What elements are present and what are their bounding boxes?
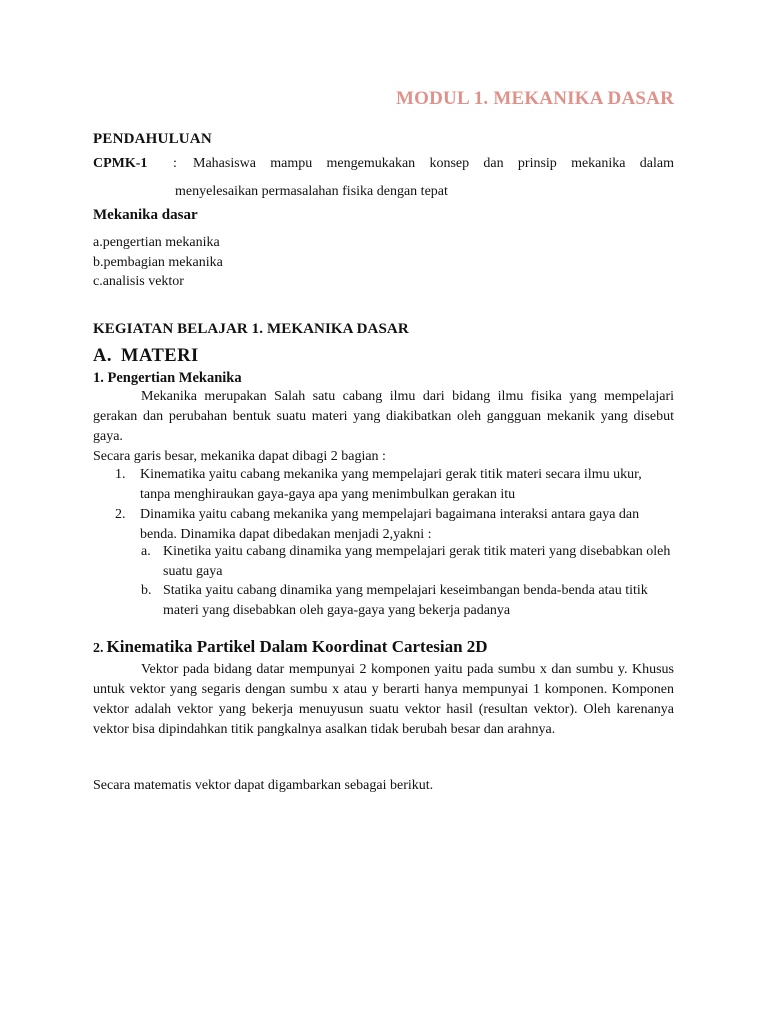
sub-list-item-text: Statika yaitu cabang dinamika yang mempelajari keseimbangan benda-benda atau titik materi yang disebabkan oleh gaya-gaya yang bekerja padanya <box>163 583 648 618</box>
cpmk-colon: : <box>173 156 177 171</box>
ordered-list-item-2 <box>93 505 674 545</box>
list-item-text: Kinematika yaitu cabang mekanika yang mempelajari gerak titik materi secara ilmu ukur, tanpa menghiraukan gaya-gaya apa yang menimbulkan gerakan itu <box>140 467 642 502</box>
sub-list-letter: a. <box>141 544 151 559</box>
sub-list-item-text: Kinetika yaitu cabang dinamika yang mempelajari gerak titik materi yang disebabkan oleh suatu gaya <box>163 544 671 579</box>
paragraph-mekanika-text: Mekanika merupakan Salah satu cabang ilmu dari bidang ilmu fisika yang mempelajari gerakan dan perubahan bentuk suatu materi yang diakibatkan oleh gangguan mekanik yang disebut gaya. <box>93 389 674 444</box>
cpmk-text-line1: Mahasiswa mampu mengemukakan konsep dan prinsip mekanika dalam <box>193 156 674 171</box>
paragraph-mekanika <box>93 387 674 447</box>
subsection-1-heading: 1. Pengertian Mekanika <box>93 370 242 386</box>
subsection-2-heading <box>93 637 488 657</box>
list-item: a.pengertian mekanika <box>93 235 220 250</box>
subsection-2-number: 2. <box>93 641 104 656</box>
list-item: b.pembagian mekanika <box>93 254 223 270</box>
cpmk-text-line2: menyelesaikan permasalahan fisika dengan tepat <box>175 184 448 199</box>
cpmk-label: CPMK-1 <box>93 156 148 171</box>
paragraph-vektor <box>93 660 674 740</box>
mekanika-topic-list <box>93 233 223 292</box>
sub-list-letter: b. <box>141 583 152 598</box>
sub-list-item-a <box>93 542 674 582</box>
list-item-text: Dinamika yaitu cabang mekanika yang mempelajari bagaimana interaksi antara gaya dan benda. Dinamika dapat dibedakan menjadi 2,yakni : <box>140 507 640 542</box>
paragraph-vektor-text: Vektor pada bidang datar mempunyai 2 komponen yaitu pada sumbu x dan sumbu y. Khusus untuk vektor yang segaris dengan sumbu x atau y berarti hanya mempunyai 1 komponen. Komponen vektor adalah vektor yang bekerja menuyusun suatu vektor hasil (resultan vektor). Oleh karenanya vektor bisa dipindahkan titik pangkalnya asalkan tidak berubah besar dan arahnya. <box>93 662 674 737</box>
section-a-number: A. <box>93 346 112 366</box>
section-a-heading <box>93 346 199 367</box>
module-title: MODUL 1. MEKANIKA DASAR <box>395 88 674 109</box>
paragraph-matematis: Secara matematis vektor dapat digambarkan sebagai berikut. <box>93 778 434 793</box>
document-page <box>93 0 674 1024</box>
ordered-list-item-1 <box>93 465 674 505</box>
list-number: 1. <box>115 467 126 482</box>
subsection-2-title: Kinematika Partikel Dalam Koordinat Cartesian 2D <box>106 637 488 656</box>
list-number: 2. <box>115 507 126 522</box>
section-a-title: MATERI <box>121 346 199 366</box>
mekanika-dasar-heading: Mekanika dasar <box>93 207 198 223</box>
pendahuluan-heading: PENDAHULUAN <box>93 131 212 147</box>
paragraph-secara: Secara garis besar, mekanika dapat dibagi 2 bagian : <box>93 449 386 464</box>
kegiatan-belajar-heading: KEGIATAN BELAJAR 1. MEKANIKA DASAR <box>93 321 409 337</box>
sub-list-item-b <box>93 581 674 621</box>
list-item: c.analisis vektor <box>93 274 184 289</box>
